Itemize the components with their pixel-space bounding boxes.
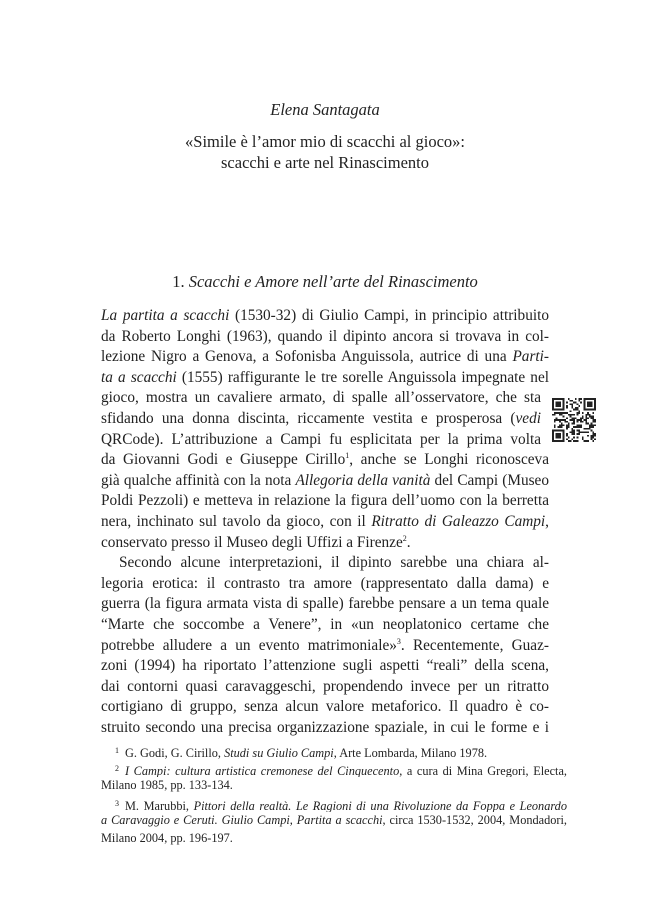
text-line — [101, 327, 549, 348]
text-line — [101, 574, 549, 595]
text-segment: gioco, mostra un cavaliere armato, di spalle all’osservatore, che sta — [101, 389, 541, 407]
text-segment: “Marte che soccombe a Venere”, in «un neoplatonico certame che — [101, 615, 549, 633]
author-name: Elena Santagata — [270, 100, 380, 119]
footnote-line — [101, 777, 567, 795]
text-line — [101, 718, 549, 739]
text-segment: La partita a scacchi — [101, 307, 230, 324]
text-segment: M. Marubbi, — [125, 798, 194, 812]
text-segment: cortigiano di gruppo, senza alcun valore metaforico. Il quadro è co- — [101, 698, 549, 716]
text-line — [101, 697, 549, 718]
text-line — [101, 553, 549, 574]
text-line — [101, 450, 549, 471]
qr-code-icon[interactable] — [552, 398, 596, 442]
text-segment: struito secondo una precisa organizzazione spaziale, in cui le forme e i — [101, 718, 549, 736]
text-segment: del Campi (Museo — [430, 471, 549, 489]
text-line — [101, 594, 549, 615]
text-segment: guerra (la figura armata vista di spalle) farebbe pensare a un tema quale — [101, 595, 549, 613]
footnote-line — [101, 830, 567, 848]
text-segment: (1555) raffigurante le tre sorelle Anguissola impegnate nel — [176, 368, 549, 386]
footnote-number: 3 — [115, 798, 119, 808]
paragraph-1 — [101, 306, 549, 553]
text-segment: vedi — [515, 409, 541, 427]
text-segment: (1530-32) di Giulio Campi, in principio attribuito — [229, 307, 549, 324]
text-segment: da Giovanni Godi e Giuseppe Cirillo — [101, 451, 346, 469]
text-segment: G. Godi, G. Cirillo, — [125, 746, 225, 760]
footnote-ref[interactable]: 1 — [345, 451, 350, 461]
text-line — [101, 656, 549, 677]
text-line — [101, 512, 549, 533]
footnote-number: 1 — [115, 746, 119, 755]
text-segment: Pittori della realtà. Le Ragioni di una Rivoluzione da Foppa e Leonardo — [193, 798, 567, 812]
text-line — [101, 615, 549, 636]
text-line — [101, 347, 549, 368]
text-segment: , anche se Longhi riconosceva — [349, 451, 549, 469]
essay-title-line-2: scacchi e arte nel Rinascimento — [221, 153, 429, 172]
text-segment: lezione Nigro a Genova, a Sofonisba Anguissola, autrice di una — [101, 348, 513, 366]
footnote-line — [101, 760, 567, 778]
footnote-number: 2 — [115, 763, 119, 773]
text-segment: Poldi Pezzoli) e metteva in relazione la figura dell’uomo con la berretta — [101, 492, 549, 510]
footnote-line — [101, 795, 567, 813]
text-segment: Allegoria della vanità — [295, 471, 431, 489]
text-segment: Milano 2004, pp. 196-197. — [101, 830, 233, 845]
section-heading — [0, 272, 650, 292]
text-line — [101, 430, 541, 451]
text-segment: Parti- — [512, 348, 549, 366]
text-segment: Milano 1985, pp. 133-134. — [101, 778, 233, 792]
paragraph-2 — [101, 553, 549, 738]
text-segment: a Caravaggio e Ceruti. Giulio Campi, Partita a scacchi — [101, 813, 383, 827]
text-segment: Ritratto di Galeazzo Campi — [371, 512, 546, 530]
footnote-line — [101, 812, 567, 830]
text-segment: I Campi: cultura artistica cremonese del Cinquecento — [125, 763, 400, 777]
footnotes — [101, 742, 567, 847]
text-segment: Studi su Giulio Campi — [224, 746, 334, 760]
body-text — [101, 306, 549, 738]
text-line — [101, 677, 549, 698]
text-line — [101, 388, 541, 409]
text-segment: , circa 1530-1532, 2004, Mondadori, — [382, 813, 567, 827]
footnote-ref[interactable]: 2 — [402, 533, 407, 543]
section-number: 1. — [172, 272, 185, 291]
text-segment: sfidando una donna discinta, riccamente vestita e prosperosa ( — [101, 409, 516, 427]
text-segment: , a cura di Mina Gregori, Electa, — [399, 763, 567, 777]
text-segment: Secondo alcune interpretazioni, il dipinto sarebbe una chiara al- — [119, 554, 549, 572]
text-segment: dai contorni quasi caravaggeschi, propendendo invece per un ritratto — [101, 677, 549, 695]
text-segment: . — [406, 533, 411, 551]
text-segment: QRCode). L’attribuzione a Campi fu esplicitata per la prima volta — [101, 430, 541, 448]
text-segment: , Arte Lombarda, Milano 1978. — [333, 746, 488, 760]
text-segment: conservato presso il Museo degli Uffizi a Firenze — [101, 533, 403, 551]
essay-title — [0, 131, 650, 173]
text-segment: . Recentemente, Guaz- — [400, 636, 549, 654]
text-line — [101, 636, 549, 657]
essay-title-line-1: «Simile è l’amor mio di scacchi al gioco»: — [185, 132, 465, 151]
text-segment: da Roberto Longhi (1963), quando il dipinto ancora si trovava in col- — [101, 327, 549, 345]
text-segment: zoni (1994) ha riportato l’attenzione sugli aspetti “reali” della scena, — [101, 657, 549, 675]
footnote-ref[interactable]: 3 — [396, 636, 401, 646]
text-line — [101, 368, 549, 389]
text-line — [101, 471, 549, 492]
section-title: Scacchi e Amore nell’arte del Rinascimento — [188, 272, 478, 291]
text-segment: potrebbe alludere a un evento matrimoniale» — [101, 636, 397, 654]
text-line — [101, 409, 541, 430]
text-segment: , — [545, 512, 549, 530]
footnote-line — [101, 742, 567, 760]
text-segment: legoria erotica: il contrasto tra amore (rappresentato dalla dama) e — [101, 574, 549, 592]
text-segment: già qualche affinità con la nota — [101, 471, 296, 489]
text-segment: ta a scacchi — [101, 368, 177, 386]
text-line — [101, 491, 549, 512]
text-segment: nera, inchinato sul tavolo da gioco, con il — [101, 512, 372, 530]
text-line — [101, 306, 549, 327]
text-line — [101, 533, 549, 554]
